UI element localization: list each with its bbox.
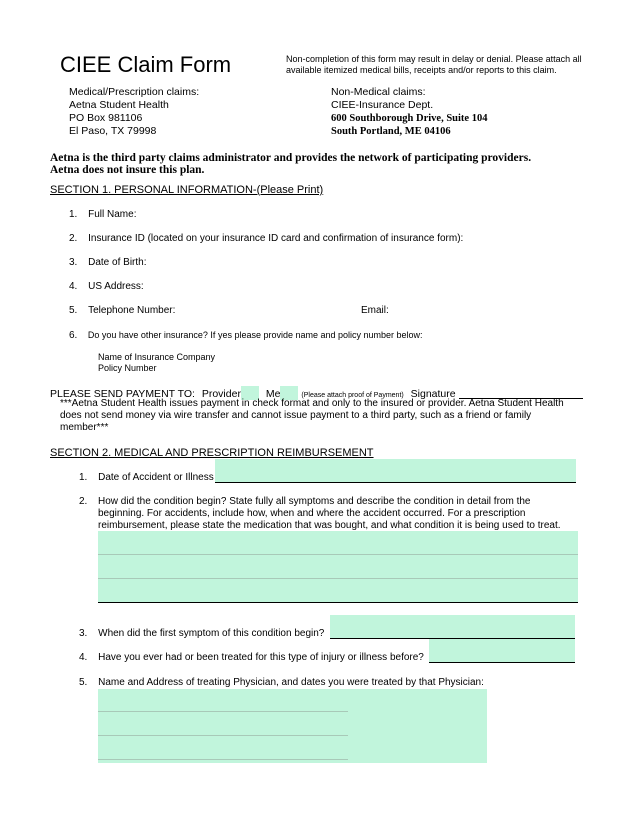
item-number: 2. — [69, 233, 78, 244]
payment-label: PLEASE SEND PAYMENT TO: — [50, 388, 195, 400]
writing-line — [98, 602, 578, 603]
payment-note: ***Aetna Student Health issues payment in check format and only to the insured or provider. Aetna Student Health does not send money via wire transfer and cannot issue payment to a third party, such as a friend or family member*** — [60, 398, 564, 433]
first-symptom-field — [79, 628, 324, 639]
full-name-label: Full Name: — [88, 209, 137, 220]
condition-description-label: How did the condition begin? State fully all symptoms and describe the condition in detail from the beginning. For accidents, include how, when and where the accident occurred. For a prescription reimbursement, please state the medication that was bought, and what condition it is being used to treat. — [98, 496, 561, 531]
nonmedical-claims-heading: Non-Medical claims: — [331, 86, 426, 98]
writing-line — [98, 554, 578, 555]
proof-of-payment-note: (Please attach proof of Payment) — [301, 392, 404, 399]
other-insurance-field[interactable] — [69, 330, 423, 341]
writing-line — [98, 711, 348, 712]
item-number: 3. — [79, 628, 88, 639]
prior-treatment-field — [79, 652, 424, 663]
condition-description-input[interactable] — [98, 531, 578, 603]
aetna-statement-line: Aetna is the third party claims administrator and provides the network of participating providers. — [50, 152, 532, 164]
other-insurance-label: Do you have other insurance? If yes please provide name and policy number below: — [87, 330, 423, 340]
item-number: 5. — [69, 305, 78, 316]
medical-claims-address — [69, 86, 199, 138]
writing-line — [98, 759, 348, 760]
policy-number-label[interactable]: Policy Number — [98, 363, 157, 373]
item-number: 5. — [79, 677, 88, 688]
email-field[interactable] — [361, 305, 389, 316]
telephone-field[interactable] — [69, 305, 175, 316]
item-number: 4. — [79, 652, 88, 663]
physician-input[interactable] — [98, 689, 487, 763]
item-number: 2. — [79, 496, 88, 507]
item-number: 6. — [69, 330, 78, 341]
insurance-id-field[interactable] — [69, 233, 463, 244]
item-number: 3. — [69, 257, 78, 268]
first-symptom-label: When did the first symptom of this condition begin? — [98, 628, 325, 639]
provider-option-label: Provider — [201, 388, 241, 400]
section2-title: SECTION 2. MEDICAL AND PRESCRIPTION REIMBURSEMENT — [50, 447, 374, 459]
nonmedical-address-line: 600 Southborough Drive, Suite 104 — [331, 113, 488, 124]
physician-field — [79, 677, 484, 688]
aetna-statement-line: Aetna does not insure this plan. — [50, 164, 205, 176]
completion-notice: Non-completion of this form may result in delay or denial. Please attach all available itemized medical bills, receipts and/or reports to this claim. — [286, 54, 582, 75]
nonmedical-address-line: CIEE-Insurance Dept. — [331, 99, 434, 111]
insurance-id-label: Insurance ID (located on your insurance ID card and confirmation of insurance form): — [88, 233, 464, 244]
medical-address-line: PO Box 981106 — [69, 112, 143, 124]
date-of-birth-label: Date of Birth: — [88, 257, 147, 268]
other-insurance-details — [98, 352, 215, 374]
writing-line — [98, 735, 348, 736]
insurance-company-label[interactable]: Name of Insurance Company — [98, 352, 216, 362]
date-of-accident-label: Date of Accident or Illness — [98, 472, 214, 483]
email-label: Email: — [361, 305, 389, 316]
prior-treatment-label: Have you ever had or been treated for this type of injury or illness before? — [98, 652, 424, 663]
writing-line — [98, 578, 578, 579]
medical-address-line: Aetna Student Health — [69, 99, 169, 111]
medical-claims-heading: Medical/Prescription claims: — [69, 86, 200, 98]
date-of-accident-input[interactable] — [215, 459, 576, 483]
date-of-birth-field[interactable] — [69, 257, 146, 268]
signature-label: Signature — [410, 388, 456, 400]
telephone-label: Telephone Number: — [88, 305, 176, 316]
item-number: 1. — [79, 472, 88, 483]
aetna-statement — [50, 152, 531, 176]
prior-treatment-input[interactable] — [429, 639, 575, 663]
date-of-accident-field — [79, 472, 214, 483]
physician-label: Name and Address of treating Physician, and dates you were treated by that Physician: — [98, 677, 484, 688]
full-name-field[interactable] — [69, 209, 136, 220]
medical-address-line: El Paso, TX 79998 — [69, 125, 157, 137]
item-number: 1. — [69, 209, 78, 220]
section1-title: SECTION 1. PERSONAL INFORMATION-(Please Print) — [50, 184, 324, 196]
me-option-label: Me — [265, 388, 281, 400]
us-address-label: US Address: — [88, 281, 144, 292]
first-symptom-input[interactable] — [330, 615, 575, 639]
us-address-field[interactable] — [69, 281, 144, 292]
nonmedical-claims-address — [331, 86, 487, 138]
nonmedical-address-line: South Portland, ME 04106 — [331, 126, 451, 137]
form-title: CIEE Claim Form — [60, 52, 232, 77]
item-number: 4. — [69, 281, 78, 292]
